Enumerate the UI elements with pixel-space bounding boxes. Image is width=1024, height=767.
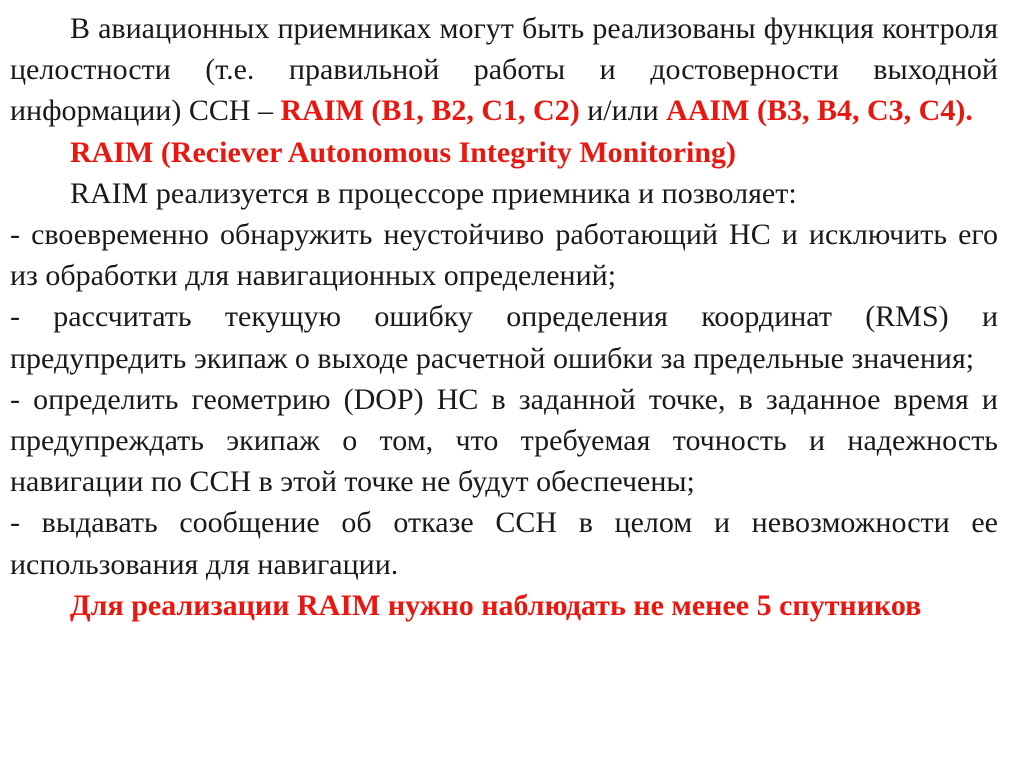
raim-title: RAIM (Reciever Autonomous Integrity Monitoring): [70, 135, 737, 169]
intro-paragraph: [10, 8, 998, 132]
bullet-item-dop: - определить геометрию (DOP) НС в заданной точке, в заданное время и предупреждать экипаж о том, что требуемая точность и надежность навигации по ССН в этой точке не будут обеспечены;: [10, 382, 998, 499]
bullet-item-failure: - выдавать сообщение об отказе ССН в целом и невозможности ее использования для навигации.: [10, 506, 998, 581]
aaim-classes: AAIM (B3, B4, C3, C4).: [666, 94, 973, 128]
bullet-item-detect: - своевременно обнаружить неустойчиво работающий НС и исключить его из обработки для навигационных определений;: [10, 218, 998, 293]
slide-body: [10, 8, 998, 626]
raim-classes: RAIM (B1, B2, C1, C2): [280, 94, 580, 128]
bullet-item-rms: - рассчитать текущую ошибку определения координат (RMS) и предупредить экипаж о выходе расчетной ошибки за предельные значения;: [10, 300, 998, 375]
conclusion: Для реализации RAIM нужно наблюдать не менее 5 спутников: [70, 588, 922, 622]
intro-text: В авиационных приемниках могут быть реализованы функция контроля целостности (т.е. правильной работы и достоверности выходной информации) ССН –: [10, 12, 998, 128]
and-or-text: и/или: [579, 94, 667, 128]
raim-intro: RAIM реализуется в процессоре приемника и позволяет:: [70, 176, 797, 210]
